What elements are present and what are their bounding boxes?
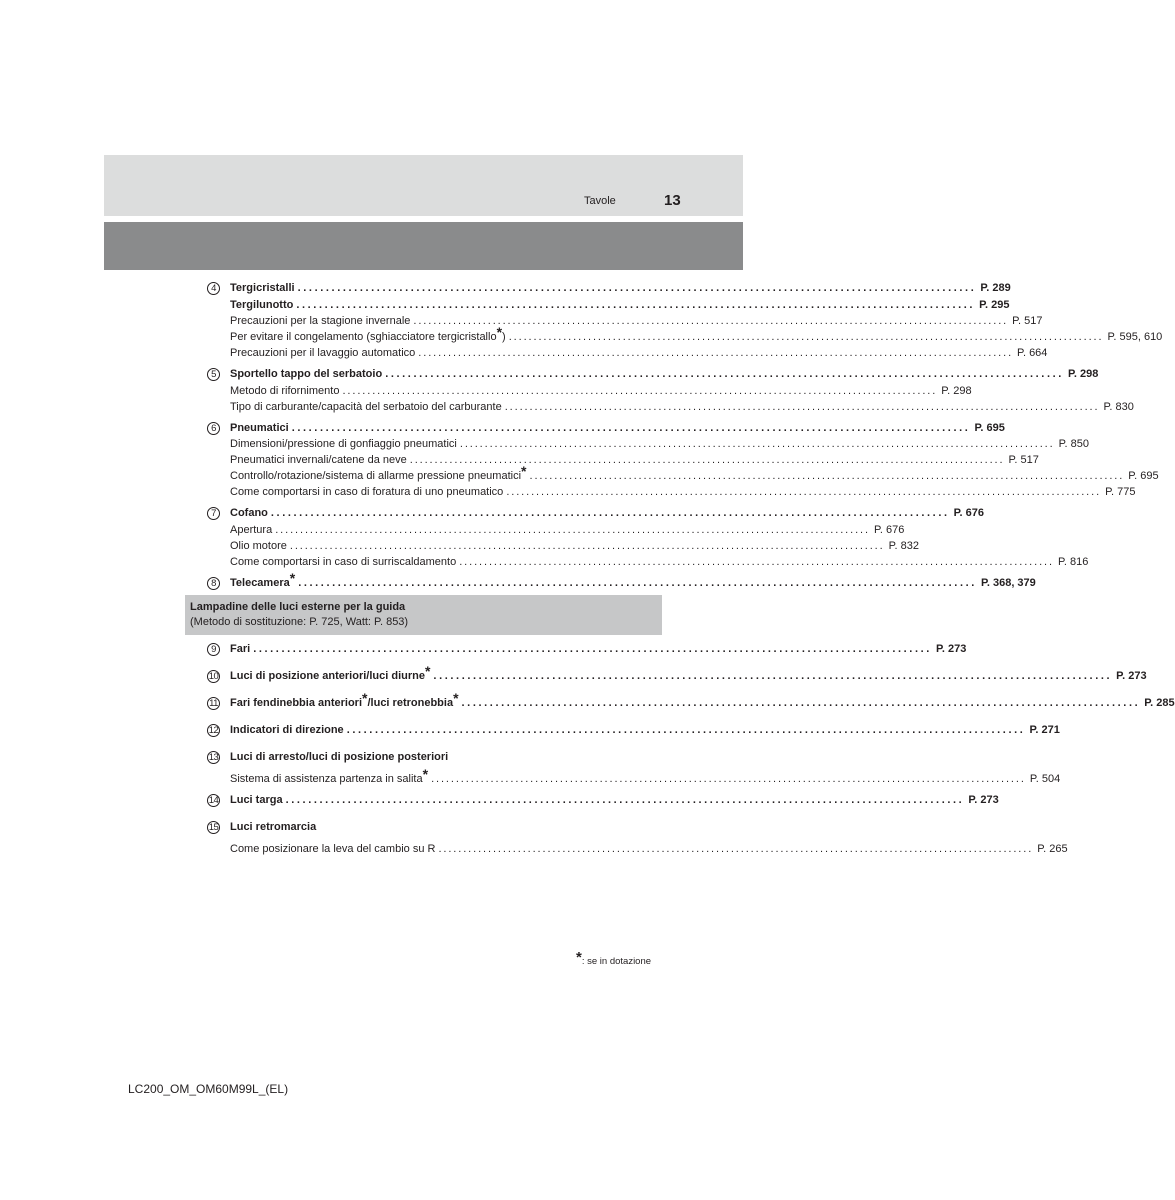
dot-leader: ........................................................................................................................ [459, 438, 1055, 450]
dot-leader: ........................................................................................................................ [504, 400, 1100, 413]
entry-label [230, 539, 287, 554]
entry-line [230, 663, 1147, 684]
entry-label-text: Pneumatici invernali/catene da neve [230, 454, 407, 466]
entry-label [230, 281, 295, 296]
index-entry [0, 793, 999, 810]
footnote [576, 949, 652, 967]
index-entry [0, 569, 1036, 593]
entry-label [230, 400, 502, 415]
dot-leader: ........................................................................................................................ [431, 772, 1026, 785]
entry-line [230, 437, 1089, 452]
entry-label [230, 384, 339, 399]
entry-label-text: Olio motore [230, 539, 287, 552]
entry-label [230, 793, 283, 808]
entry-label-text: Tergicristalli [230, 282, 295, 294]
entry-label [230, 421, 289, 436]
page-reference: P. 850 [1058, 438, 1089, 450]
circled-number: 11 [207, 697, 220, 710]
page-reference: P. 775 [1105, 486, 1136, 498]
entry-label [230, 463, 527, 484]
page-reference: P. 595, 610 [1107, 331, 1163, 343]
section-header [185, 595, 662, 635]
circled-number: 5 [207, 368, 220, 381]
page-reference: P. 273 [968, 794, 999, 806]
dot-leader: ........................................................................................................................ [508, 331, 1104, 343]
entry-label [230, 690, 459, 711]
entry-label-text: Fari [230, 643, 251, 655]
index-entry [0, 367, 1099, 384]
entry-line [230, 453, 1039, 468]
section-title: Tavole [584, 195, 616, 207]
entry-line [230, 400, 1134, 415]
entry-label [230, 324, 506, 345]
section-header-subtitle: (Metodo di sostituzione: P. 725, Watt: P. 853) [190, 616, 409, 628]
page-reference: P. 816 [1057, 555, 1089, 568]
entry-line [230, 842, 1068, 857]
entry-label-text: Luci targa [230, 794, 283, 806]
entry-label-text: Indicatori di direzione [230, 724, 344, 736]
entry-label-text: Pneumatici [230, 421, 289, 434]
header-dark-band [104, 222, 743, 270]
entry-label [230, 723, 344, 738]
circled-number: 4 [207, 282, 220, 295]
entry-line [230, 723, 1060, 738]
page-reference: P. 664 [1017, 347, 1048, 359]
page-reference: P. 504 [1029, 772, 1061, 785]
entry-label-text: Fari fendinebbia anteriori [230, 697, 363, 709]
index-entry [0, 384, 972, 400]
entry-label-text: Luci di arresto/luci di posizione posteriori [230, 751, 449, 763]
page-reference: P. 676 [953, 507, 985, 519]
entry-label-suffix: ) [502, 331, 506, 343]
entry-label-text: Come comportarsi in caso di surriscaldamento [230, 555, 457, 568]
dot-leader: ........................................................................................................................ [285, 794, 965, 806]
entry-line [230, 750, 638, 765]
index-entry [0, 842, 1068, 858]
index-entry [0, 663, 1147, 686]
dot-leader: ........................................................................................................................ [409, 454, 1005, 466]
page-reference: P. 517 [1008, 454, 1039, 466]
entry-label [230, 642, 250, 657]
dot-leader: ........................................................................................................................ [438, 842, 1034, 855]
entry-label [230, 485, 503, 500]
dot-leader: ........................................................................................................................ [413, 315, 1009, 327]
dot-leader: ........................................................................................................................ [461, 697, 1141, 709]
index-entry [0, 765, 1061, 788]
document-code: LC200_OM_OM60M99L_(EL) [128, 1082, 289, 1096]
entry-label [230, 346, 415, 361]
dot-leader: ........................................................................................................................ [342, 384, 938, 397]
circled-number: 9 [207, 643, 220, 656]
dot-leader: ........................................................................................................................ [297, 282, 977, 294]
circled-number: 7 [207, 507, 220, 520]
entry-line [230, 820, 638, 835]
entry-label-text: Luci di posizione anteriori/luci diurne [230, 670, 425, 682]
footnote-star: * [576, 949, 582, 966]
dot-leader: ........................................................................................................................ [289, 539, 885, 552]
entry-line [230, 523, 905, 538]
page-reference: P. 265 [1037, 842, 1068, 855]
entry-label [230, 298, 293, 313]
index-entry [0, 314, 1043, 330]
asterisk-mark: * [496, 324, 503, 340]
page-reference: P. 285 [1144, 697, 1175, 709]
index-entry [0, 421, 1005, 438]
entry-label [230, 523, 272, 538]
section-header-title: Lampadine delle luci esterne per la guida [190, 601, 406, 613]
entry-line [230, 298, 1010, 313]
page-number: 13 [664, 192, 681, 209]
dot-leader: ........................................................................................................................ [506, 486, 1102, 498]
index-entry [0, 506, 985, 523]
entry-label-text: Apertura [230, 523, 273, 536]
dot-leader: ........................................................................................................................ [418, 347, 1014, 359]
entry-label-text: Come comportarsi in caso di foratura di uno pneumatico [230, 486, 504, 498]
entry-label-text: Per evitare il congelamento (sghiacciatore tergicristallo [230, 331, 497, 343]
index-entry [0, 642, 967, 659]
page-reference: P. 676 [873, 523, 905, 536]
page-reference: P. 298 [941, 384, 972, 397]
entry-line [230, 314, 1043, 329]
entry-label-text: Tergilunotto [230, 298, 294, 311]
page-reference: P. 517 [1012, 315, 1043, 327]
entry-line [230, 690, 1175, 711]
dot-leader: ........................................................................................................................ [275, 523, 870, 536]
index-entry [0, 437, 1089, 453]
index-entry [0, 298, 1010, 315]
index-entry [0, 324, 1163, 346]
page-reference: P. 271 [1029, 724, 1060, 736]
asterisk-mark: * [424, 663, 431, 679]
asterisk-mark: * [422, 765, 429, 782]
footnote-text: : se in dotazione [581, 956, 652, 967]
index-entry [0, 690, 1175, 713]
index-entry [0, 539, 919, 555]
asterisk-mark: * [521, 463, 527, 479]
entry-line [230, 793, 999, 808]
circled-number: 12 [208, 725, 219, 736]
entry-line [230, 555, 1089, 570]
dot-leader: ........................................................................................................................ [459, 555, 1054, 568]
index-entry [0, 750, 848, 767]
entry-label [230, 367, 382, 382]
entry-label-text: Cofano [230, 507, 268, 519]
page-reference: P. 368, 379 [980, 576, 1036, 589]
entry-line [230, 421, 1005, 436]
dot-leader: ........................................................................................................................ [529, 470, 1125, 482]
entry-line [230, 384, 972, 399]
entry-line [230, 367, 1099, 382]
index-entry [0, 723, 1060, 740]
circled-number: 13 [208, 752, 219, 763]
entry-line [230, 539, 919, 554]
entry-line [230, 485, 1136, 500]
entry-label-text: Luci retromarcia [230, 821, 317, 833]
page-reference: P. 289 [980, 282, 1011, 294]
entry-label-suffix: /luci retronebbia [367, 697, 454, 709]
index-entry [0, 453, 1039, 469]
asterisk-mark: * [453, 690, 459, 706]
entry-line [230, 463, 1159, 484]
entry-line [230, 324, 1163, 345]
entry-label [230, 453, 407, 468]
index-entry [0, 523, 905, 539]
circled-number: 14 [208, 795, 219, 806]
page-reference: P. 295 [979, 298, 1010, 311]
dot-leader: ........................................................................................................................ [253, 643, 932, 655]
entry-label [230, 842, 435, 857]
dot-leader: ........................................................................................................................ [296, 298, 976, 311]
asterisk-mark: * [289, 569, 296, 586]
page-reference: P. 273 [1116, 670, 1147, 682]
page-reference: P. 298 [1067, 368, 1099, 380]
entry-line [230, 506, 985, 521]
index-entry [0, 281, 1011, 298]
dot-leader: ........................................................................................................................ [270, 507, 950, 519]
dot-leader: ........................................................................................................................ [291, 421, 971, 434]
dot-leader: ........................................................................................................................ [433, 670, 1113, 682]
entry-label [230, 555, 456, 570]
entry-label-text: Sistema di assistenza partenza in salita [230, 772, 423, 785]
entry-line [230, 281, 1011, 296]
page-reference: P. 830 [1103, 400, 1134, 413]
entry-label [230, 820, 316, 835]
index-entry [0, 346, 1048, 362]
entry-label [230, 437, 457, 452]
entry-label [230, 569, 296, 591]
asterisk-mark: * [362, 690, 368, 706]
entry-label [230, 663, 431, 684]
entry-label-text: Dimensioni/pressione di gonfiaggio pneumatici [230, 438, 457, 450]
entry-label-text: Telecamera [230, 576, 290, 589]
entry-label-text: Tipo di carburante/capacità del serbatoio del carburante [230, 400, 502, 413]
entry-label [230, 765, 429, 787]
entry-line [230, 765, 1061, 787]
index-entry [0, 820, 848, 837]
page-reference: P. 273 [935, 643, 967, 655]
entry-label-text: Sportello tappo del serbatoio [230, 368, 383, 380]
circled-number: 15 [208, 822, 219, 833]
header-band [104, 155, 743, 216]
circled-number: 8 [207, 577, 220, 590]
circled-number: 10 [208, 671, 219, 682]
circled-number: 6 [207, 422, 220, 435]
dot-leader: ........................................................................................................................ [298, 576, 977, 589]
entry-label [230, 314, 410, 329]
page-reference: P. 695 [1128, 470, 1159, 482]
dot-leader: ........................................................................................................................ [346, 724, 1026, 736]
entry-label-text: Precauzioni per la stagione invernale [230, 315, 411, 327]
page-reference: P. 832 [888, 539, 919, 552]
dot-leader: ........................................................................................................................ [385, 368, 1064, 380]
index-entry [0, 400, 1134, 416]
entry-line [230, 569, 1036, 591]
entry-label-text: Come posizionare la leva del cambio su R [230, 842, 436, 855]
entry-label-text: Metodo di rifornimento [230, 384, 340, 397]
index-entry [0, 555, 1089, 571]
entry-label [230, 506, 268, 521]
entry-label [230, 750, 448, 765]
entry-line [230, 346, 1048, 361]
entry-label-text: Precauzioni per il lavaggio automatico [230, 347, 416, 359]
entry-label-text: Controllo/rotazione/sistema di allarme pressione pneumatici [230, 470, 522, 482]
index-entry [0, 485, 1136, 501]
entry-line [230, 642, 967, 657]
index-entry [0, 463, 1159, 485]
page-reference: P. 695 [974, 421, 1005, 434]
